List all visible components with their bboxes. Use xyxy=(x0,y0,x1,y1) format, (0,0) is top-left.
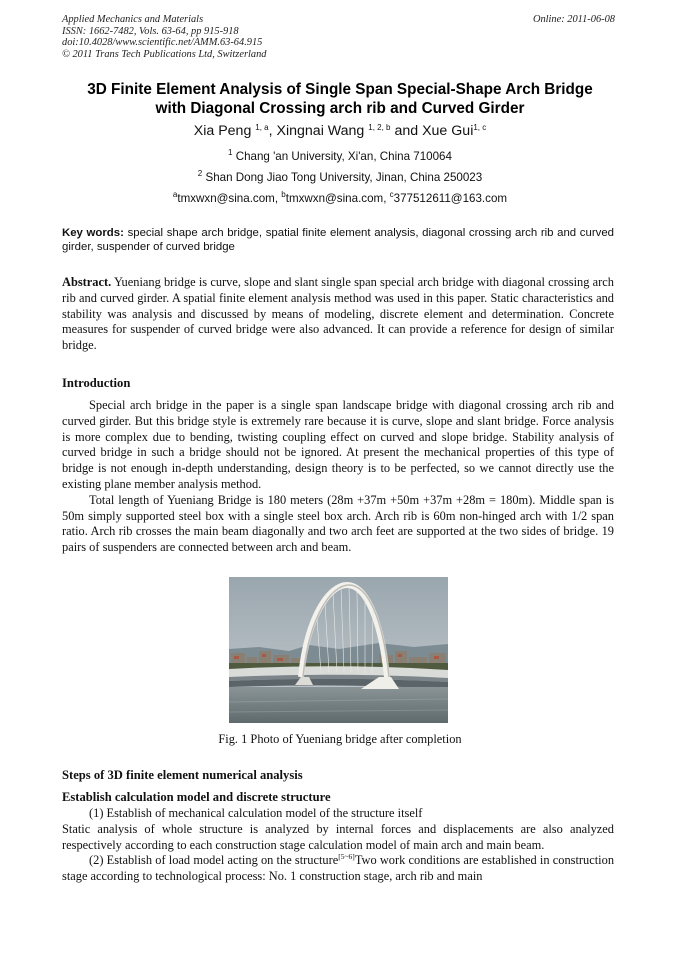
paragraph: Special arch bridge in the paper is a single span landscape bridge with diagonal crossing arch rib and curved girder. But this bridge style is extremely rare because it is curve, slope and slant bridge. Force analysis is more complex due to bending, twisting coupling effect on curved and slope bridge. Stability analysis of curved bridge in such a bridge should not be ignored. At present the mechanical properties of this type of bridge is not enough in-depth understanding, design theory is to be perfected, so we cannot directly use the existing plane member analysis method. xyxy=(62,398,614,491)
list-item xyxy=(62,853,614,885)
copyright-line: © 2011 Trans Tech Publications Ltd, Switzerland xyxy=(62,48,267,60)
paragraph: Static analysis of whole structure is analyzed by internal forces and displacements are also analyzed respectively according to each construction stage calculation model of main arch and main beam. xyxy=(62,821,614,852)
steps-body xyxy=(62,806,614,885)
affiliation-marker: 1 xyxy=(228,148,233,157)
author-2: Xingnai Wang xyxy=(276,123,369,139)
email-address: 377512611@163.com xyxy=(393,192,508,205)
bridge-photo xyxy=(229,577,448,723)
paper-title xyxy=(62,81,618,118)
introduction-body xyxy=(62,398,614,556)
subsection-heading-model: Establish calculation model and discrete structure xyxy=(62,790,331,804)
affiliation-text: Chang 'an University, Xi'an, China 710064 xyxy=(232,150,452,163)
email-marker: b xyxy=(281,190,286,199)
author-1-affil: 1, a xyxy=(255,123,269,132)
doi-line: doi:10.4028/www.scientific.net/AMM.63-64.915 xyxy=(62,37,263,49)
issn-line: ISSN: 1662-7482, Vols. 63-64, pp 915-918 xyxy=(62,25,239,37)
author-1: Xia Peng xyxy=(193,123,256,139)
section-heading-steps: Steps of 3D finite element numerical analysis xyxy=(62,768,303,782)
email-marker: c xyxy=(389,190,394,199)
email-address: tmxwxn@sina.com, xyxy=(177,192,282,205)
journal-header xyxy=(62,14,618,60)
author-list xyxy=(62,123,618,139)
email-marker: a xyxy=(172,190,178,199)
affiliation-text: Shan Dong Jiao Tong University, Jinan, China 250023 xyxy=(202,171,483,184)
author-3-affil: 1, c xyxy=(473,123,487,132)
author-3: Xue Gui xyxy=(422,123,474,139)
affiliation-2 xyxy=(62,171,618,184)
email-line xyxy=(62,192,618,205)
list-item-text: (2) Establish of load model acting on the structure xyxy=(89,853,339,868)
online-date: Online: 2011-06-08 xyxy=(532,14,615,25)
abstract-text: Yueniang bridge is curve, slope and slant single span special arch bridge with diagonal crossing arch rib and curved girder. A spatial finite element analysis method was used in this paper. Static characteristics and stability was analysis and discussed by means of modeling, discrete element and determination. Concrete measures for suspender of curved bridge were also advanced. It can provide a reference for design of similar bridge. xyxy=(62,275,614,353)
section-heading-introduction: Introduction xyxy=(62,376,131,390)
list-item: (1) Establish of mechanical calculation model of the structure itself xyxy=(89,806,423,820)
keywords-text: special shape arch bridge, spatial finite element analysis, diagonal crossing arch rib and curved girder, suspender of curved bridge xyxy=(62,227,614,253)
author-separator: and xyxy=(390,123,423,139)
journal-name: Applied Mechanics and Materials xyxy=(62,14,204,25)
email-address: tmxwxn@sina.com, xyxy=(285,192,390,205)
bridge-photo-illustration xyxy=(229,577,448,723)
keywords xyxy=(62,227,614,254)
title-line-1: 3D Finite Element Analysis of Single Span Special-Shape Arch Bridge xyxy=(87,81,593,98)
paragraph: Total length of Yueniang Bridge is 180 meters (28m +37m +50m +37m +28m = 180m). Middle span is 50m simply supported steel box with a single steel box arch. Arch rib is 60m non-hinged arch with 1/2 span ratio. Arch rib crosses the main beam diagonally and two arch feet are supported at the two sides of bridge. 19 pairs of suspenders are connected between arch and beam. xyxy=(62,492,614,555)
keywords-label: Key words: xyxy=(62,227,124,239)
title-line-2: with Diagonal Crossing arch rib and Curved Girder xyxy=(155,99,525,117)
abstract-label: Abstract. xyxy=(62,275,112,289)
citation: [5~6] xyxy=(338,852,355,862)
list-item-text: Two work conditions are established in construction stage according to technological process: No. 1 construction stage, arch rib and main xyxy=(62,853,615,884)
affiliation-1 xyxy=(62,150,618,163)
affiliation-marker: 2 xyxy=(197,169,203,178)
author-2-affil: 1, 2, b xyxy=(368,123,391,132)
abstract xyxy=(62,275,614,354)
figure-caption: Fig. 1 Photo of Yueniang bridge after completion xyxy=(218,732,462,746)
author-separator: , xyxy=(268,123,277,139)
